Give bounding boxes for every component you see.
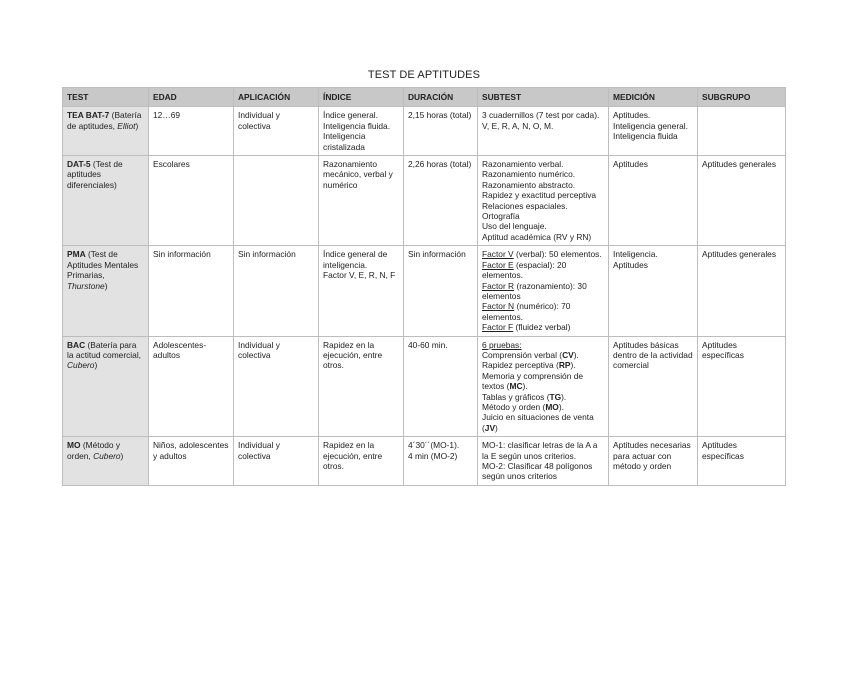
- cell-subgrupo: Aptitudes generales: [698, 246, 786, 336]
- cell-duracion: 4´30´´(MO-1). 4 min (MO-2): [404, 437, 478, 486]
- cell-subtest: Factor V (verbal): 50 elementos. Factor E (espacial): 20 elementos. Factor R (razonamiento): 30 elementos Factor N (numérico): 70 elementos. Factor F (fluidez verbal): [478, 246, 609, 336]
- header-medicion: MEDICIÓN: [609, 88, 698, 107]
- page-title: TEST DE APTITUDES: [367, 69, 481, 81]
- header-indice: ÍNDICE: [319, 88, 404, 107]
- cell-edad: Niños, adolescentes y adultos: [149, 437, 234, 486]
- cell-duracion: 40-60 min.: [404, 336, 478, 437]
- cell-subtest: 6 pruebas: Comprensión verbal (CV). Rapidez perceptiva (RP). Memoria y comprensión de textos (MC). Tablas y gráficos (TG). Método y orden (MO). Juicio en situaciones de venta (JV): [478, 336, 609, 437]
- table-row: [63, 246, 786, 336]
- cell-aplicacion: Individual y colectiva: [234, 437, 319, 486]
- cell-subgrupo: Aptitudes específicas: [698, 437, 786, 486]
- header-subtest: SUBTEST: [478, 88, 609, 107]
- cell-medicion: Aptitudes necesarias para actuar con método y orden: [609, 437, 698, 486]
- table-row: [63, 336, 786, 437]
- cell-test: PMA (Test de Aptitudes Mentales Primarias, Thurstone): [63, 246, 149, 336]
- cell-medicion: Aptitudes básicas dentro de la actividad comercial: [609, 336, 698, 437]
- cell-duracion: 2,15 horas (total): [404, 107, 478, 156]
- cell-subgrupo: Aptitudes generales: [698, 156, 786, 246]
- cell-edad: 12…69: [149, 107, 234, 156]
- cell-aplicacion: Individual y colectiva: [234, 107, 319, 156]
- cell-indice: Índice general. Inteligencia fluida. Inteligencia cristalizada: [319, 107, 404, 156]
- cell-subtest: Razonamiento verbal. Razonamiento numérico. Razonamiento abstracto. Rapidez y exactitud perceptiva Relaciones espaciales. Ortografía Uso del lenguaje. Aptitud académica (RV y RN): [478, 156, 609, 246]
- cell-test: TEA BAT-7 (Batería de aptitudes, Elliot): [63, 107, 149, 156]
- cell-edad: Sin información: [149, 246, 234, 336]
- cell-medicion: Aptitudes. Inteligencia general. Inteligencia fluida: [609, 107, 698, 156]
- cell-indice: Rapidez en la ejecución, entre otros.: [319, 437, 404, 486]
- table-row: [63, 437, 786, 486]
- header-test: TEST: [63, 88, 149, 107]
- aptitudes-table: [62, 87, 786, 486]
- table-row: [63, 107, 786, 156]
- cell-indice: Rapidez en la ejecución, entre otros.: [319, 336, 404, 437]
- cell-test: BAC (Batería para la actitud comercial, Cubero): [63, 336, 149, 437]
- cell-medicion: Aptitudes: [609, 156, 698, 246]
- cell-duracion: 2,26 horas (total): [404, 156, 478, 246]
- cell-test: MO (Método y orden, Cubero): [63, 437, 149, 486]
- table-row: [63, 156, 786, 246]
- cell-medicion: Inteligencia. Aptitudes: [609, 246, 698, 336]
- header-edad: EDAD: [149, 88, 234, 107]
- cell-aplicacion: Sin información: [234, 246, 319, 336]
- cell-test: DAT-5 (Test de aptitudes diferenciales): [63, 156, 149, 246]
- header-duracion: DURACIÓN: [404, 88, 478, 107]
- cell-aplicacion: Individual y colectiva: [234, 336, 319, 437]
- cell-subtest: 3 cuadernillos (7 test por cada). V, E, R, A, N, O, M.: [478, 107, 609, 156]
- cell-edad: Adolescentes-adultos: [149, 336, 234, 437]
- cell-subgrupo: [698, 107, 786, 156]
- header-subgrupo: SUBGRUPO: [698, 88, 786, 107]
- table-header-row: [63, 88, 786, 107]
- cell-subgrupo: Aptitudes específicas: [698, 336, 786, 437]
- cell-indice: Índice general de inteligencia. Factor V, E, R, N, F: [319, 246, 404, 336]
- cell-duracion: Sin información: [404, 246, 478, 336]
- cell-aplicacion: [234, 156, 319, 246]
- cell-edad: Escolares: [149, 156, 234, 246]
- cell-indice: Razonamiento mecánico, verbal y numérico: [319, 156, 404, 246]
- header-aplicacion: APLICACIÓN: [234, 88, 319, 107]
- cell-subtest: MO-1: clasificar letras de la A a la E según unos criterios. MO-2: Clasificar 48 polígonos según unos criterios: [478, 437, 609, 486]
